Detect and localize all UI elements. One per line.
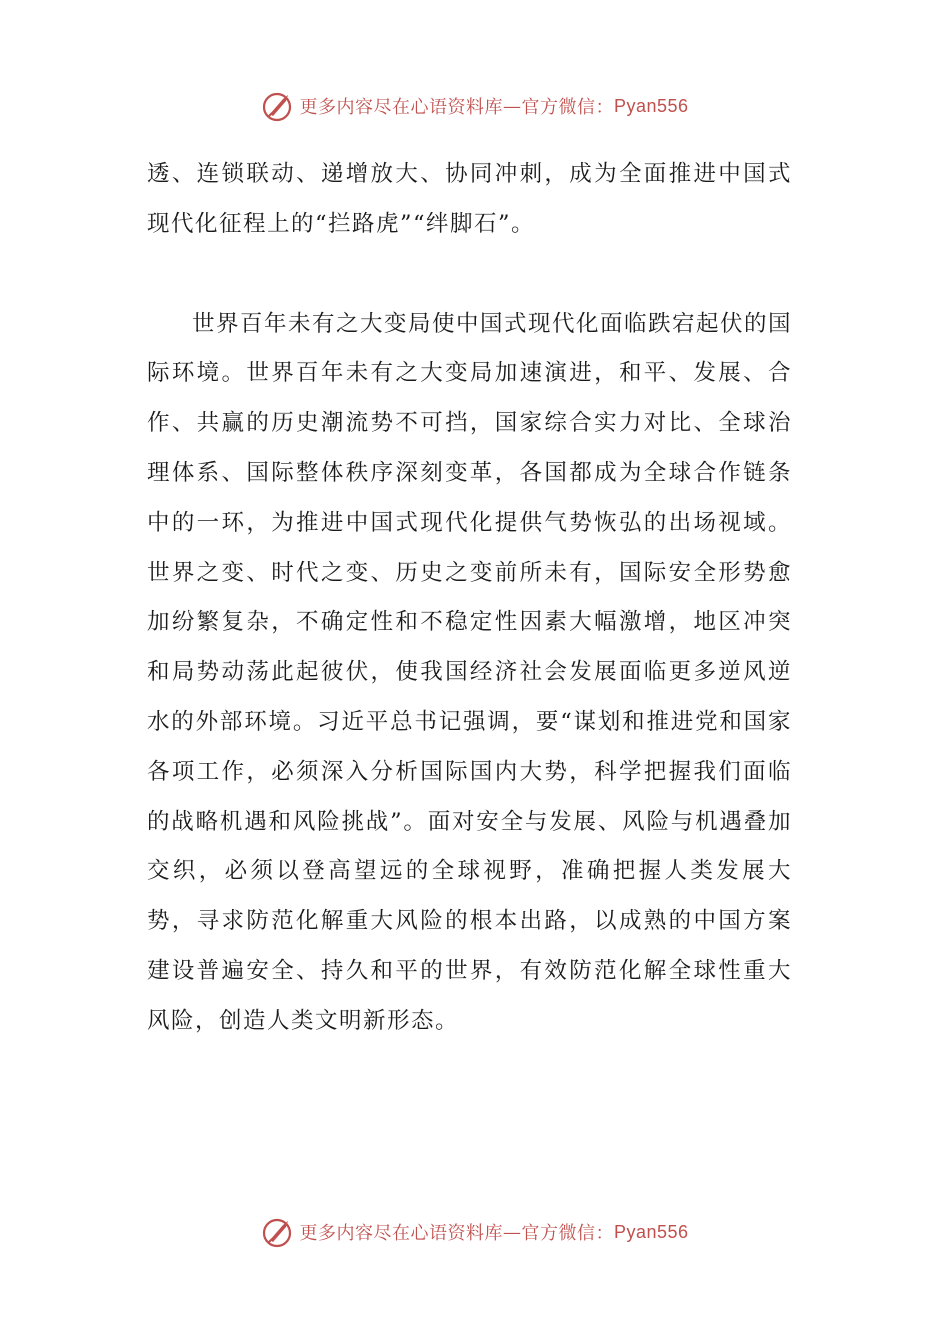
footer-banner-text: 更多内容尽在心语资料库	[299, 1223, 503, 1244]
header-wechat-label: 官方微信：	[521, 97, 614, 118]
header-banner-dash: —	[502, 95, 522, 117]
footer-wechat-label: 官方微信：	[521, 1223, 614, 1244]
paragraph-international-environment: 世界百年未有之大变局使中国式现代化面临跌宕起伏的国际环境。世界百年未有之大变局加速演进，和平、发展、合作、共赢的历史潮流势不可挡，国家综合实力对比、全球治理体系、国际整体秩序深刻变革，各国都成为全球合作链条中的一环，为推进中国式现代化提供气势恢弘的出场视域。世界之变、时代之变、历史之变前所未有，国际安全形势愈加纷繁复杂，不确定性和不稳定性因素大幅激增，地区冲突和局势动荡此起彼伏，使我国经济社会发展面临更多逆风逆水的外部环境。习近平总书记强调，要“谋划和推进党和国家各项工作，必须深入分析国际国内大势，科学把握我们面临的战略机遇和风险挑战”。面对安全与发展、风险与机遇叠加交织，必须以登高望远的全球视野，准确把握人类发展大势，寻求防范化解重大风险的根本出路，以成熟的中国方案建设普遍安全、持久和平的世界，有效防范化解全球性重大风险，创造人类文明新形态。	[147, 310, 793, 1034]
footer-banner	[0, 1212, 950, 1252]
document-body	[147, 150, 792, 1047]
paragraph-continuation: 透、连锁联动、递增放大、协同冲刺，成为全面推进中国式现代化征程上的“拦路虎”“绊脚石”。	[147, 161, 792, 237]
header-wechat-id: Pyan556	[613, 95, 689, 116]
header-banner	[0, 86, 950, 126]
pen-nib-circle-icon	[261, 89, 295, 123]
footer-wechat-id: Pyan556	[613, 1221, 689, 1242]
paragraph-gap	[147, 250, 792, 300]
pen-nib-circle-icon	[261, 1215, 295, 1249]
header-banner-text: 更多内容尽在心语资料库	[299, 97, 503, 118]
footer-banner-dash: —	[502, 1221, 522, 1243]
